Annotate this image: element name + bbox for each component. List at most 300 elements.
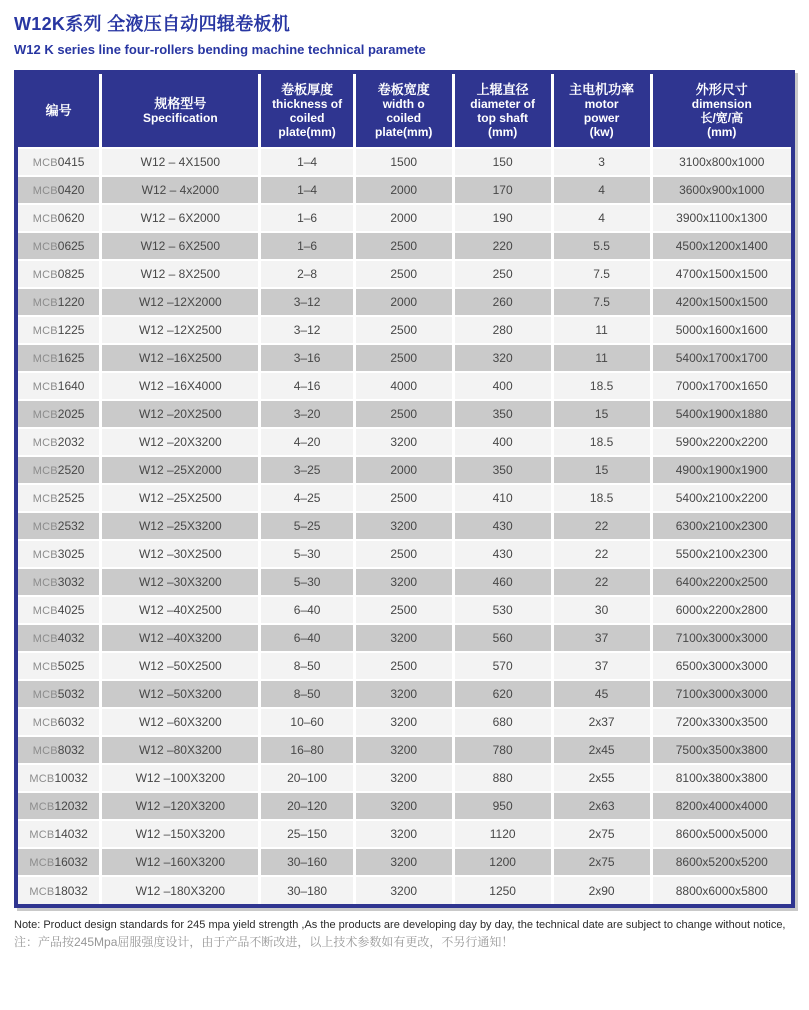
cell-width: 2500 [354, 316, 453, 344]
cell-specification: W12 –20X2500 [101, 400, 260, 428]
cell-thickness: 1–6 [260, 204, 354, 232]
cell-model [18, 372, 101, 400]
cell-width: 3200 [354, 876, 453, 904]
cell-dimension: 7100x3000x3000 [651, 624, 791, 652]
cell-thickness: 30–160 [260, 848, 354, 876]
header-line: thickness of [272, 96, 343, 111]
cell-model [18, 876, 101, 904]
cell-top-shaft: 150 [453, 148, 552, 176]
model-prefix: MCB [29, 857, 55, 869]
cell-thickness: 3–16 [260, 344, 354, 372]
cell-model [18, 512, 101, 540]
model-number: 0420 [57, 183, 85, 197]
cell-specification: W12 –150X3200 [101, 820, 260, 848]
header-line: 主电机功率 [569, 81, 635, 97]
cell-motor-power: 7.5 [552, 288, 651, 316]
cell-top-shaft: 1200 [453, 848, 552, 876]
cell-model [18, 736, 101, 764]
cell-motor-power: 37 [552, 624, 651, 652]
table-row [18, 484, 791, 512]
cell-width: 3200 [354, 764, 453, 792]
header-line: 长/宽/高 [700, 110, 744, 125]
model-number: 0825 [57, 267, 85, 281]
cell-thickness: 3–12 [260, 316, 354, 344]
cell-specification: W12 – 8X2500 [101, 260, 260, 288]
cell-thickness: 20–120 [260, 792, 354, 820]
header-line: diameter of [470, 96, 535, 111]
cell-model [18, 652, 101, 680]
cell-specification: W12 –12X2000 [101, 288, 260, 316]
model-prefix: MCB [32, 241, 58, 253]
model-number: 18032 [54, 883, 88, 898]
model-prefix: MCB [32, 157, 58, 169]
cell-specification: W12 –20X3200 [101, 428, 260, 456]
model-prefix: MCB [32, 353, 58, 365]
cell-width: 3200 [354, 792, 453, 820]
cell-top-shaft: 260 [453, 288, 552, 316]
cell-width: 2500 [354, 344, 453, 372]
model-prefix: MCB [32, 409, 58, 421]
header-line: Specification [142, 110, 218, 125]
cell-specification: W12 –120X3200 [101, 792, 260, 820]
cell-thickness: 4–20 [260, 428, 354, 456]
header-line: width o [382, 96, 425, 111]
cell-dimension: 5400x2100x2200 [651, 484, 791, 512]
cell-motor-power: 11 [552, 344, 651, 372]
cell-top-shaft: 190 [453, 204, 552, 232]
model-number: 5032 [57, 687, 85, 701]
model-number: 0415 [57, 155, 85, 169]
cell-top-shaft: 400 [453, 372, 552, 400]
cell-model [18, 820, 101, 848]
model-number: 4025 [57, 603, 85, 617]
cell-model [18, 540, 101, 568]
cell-thickness: 10–60 [260, 708, 354, 736]
cell-thickness: 30–180 [260, 876, 354, 904]
cell-specification: W12 –16X4000 [101, 372, 260, 400]
cell-specification: W12 –25X3200 [101, 512, 260, 540]
cell-specification: W12 –25X2000 [101, 456, 260, 484]
cell-width: 2500 [354, 540, 453, 568]
cell-specification: W12 – 4X1500 [101, 148, 260, 176]
page-subtitle: W12 K series line four-rollers bending machine technical paramete [14, 42, 426, 57]
table-row [18, 876, 791, 904]
cell-motor-power: 4 [552, 204, 651, 232]
model-number: 1625 [57, 351, 85, 365]
cell-model [18, 204, 101, 232]
cell-specification: W12 –160X3200 [101, 848, 260, 876]
model-prefix: MCB [32, 269, 58, 281]
cell-motor-power: 2x63 [552, 792, 651, 820]
footnotes [14, 917, 795, 952]
cell-specification: W12 –60X3200 [101, 708, 260, 736]
table-row [18, 848, 791, 876]
header-line: coiled [386, 110, 422, 125]
header-line: coiled [289, 110, 325, 125]
cell-top-shaft: 170 [453, 176, 552, 204]
cell-dimension: 7000x1700x1650 [651, 372, 791, 400]
cell-specification: W12 –40X3200 [101, 624, 260, 652]
cell-width: 3200 [354, 708, 453, 736]
cell-model [18, 680, 101, 708]
cell-specification: W12 – 6X2500 [101, 232, 260, 260]
cell-dimension: 3600x900x1000 [651, 176, 791, 204]
cell-model [18, 792, 101, 820]
cell-thickness: 2–8 [260, 260, 354, 288]
model-number: 3032 [57, 575, 85, 589]
model-prefix: MCB [32, 689, 58, 701]
table-row [18, 260, 791, 288]
cell-top-shaft: 1120 [453, 820, 552, 848]
model-prefix: MCB [32, 465, 58, 477]
model-number: 14032 [54, 827, 88, 841]
cell-model [18, 484, 101, 512]
cell-dimension: 7100x3000x3000 [651, 680, 791, 708]
model-number: 2520 [57, 463, 85, 477]
cell-thickness: 5–30 [260, 568, 354, 596]
cell-motor-power: 2x55 [552, 764, 651, 792]
cell-top-shaft: 460 [453, 568, 552, 596]
cell-motor-power: 45 [552, 680, 651, 708]
cell-dimension: 7200x3300x3500 [651, 708, 791, 736]
cell-width: 3200 [354, 680, 453, 708]
cell-specification: W12 – 6X2000 [101, 204, 260, 232]
cell-top-shaft: 680 [453, 708, 552, 736]
table-row [18, 148, 791, 176]
cell-motor-power: 5.5 [552, 232, 651, 260]
model-number: 2025 [57, 407, 85, 421]
cell-motor-power: 18.5 [552, 428, 651, 456]
model-number: 8032 [57, 743, 85, 757]
cell-specification: W12 –30X2500 [101, 540, 260, 568]
model-number: 1225 [57, 323, 85, 337]
model-number: 1640 [57, 379, 85, 393]
table-row [18, 288, 791, 316]
cell-motor-power: 2x37 [552, 708, 651, 736]
column-header-thickness [260, 74, 354, 148]
cell-model [18, 288, 101, 316]
cell-model [18, 400, 101, 428]
cell-motor-power: 2x90 [552, 876, 651, 904]
cell-specification: W12 – 4x2000 [101, 176, 260, 204]
cell-model [18, 260, 101, 288]
header-line: (kw) [589, 124, 614, 139]
cell-dimension: 8100x3800x3800 [651, 764, 791, 792]
cell-width: 2000 [354, 288, 453, 316]
model-prefix: MCB [29, 773, 55, 785]
model-number: 10032 [54, 771, 88, 785]
cell-width: 2500 [354, 484, 453, 512]
cell-specification: W12 –16X2500 [101, 344, 260, 372]
cell-dimension: 5400x1900x1880 [651, 400, 791, 428]
cell-model [18, 232, 101, 260]
model-prefix: MCB [32, 549, 58, 561]
cell-width: 3200 [354, 512, 453, 540]
model-prefix: MCB [32, 605, 58, 617]
cell-width: 2500 [354, 232, 453, 260]
cell-dimension: 6500x3000x3000 [651, 652, 791, 680]
header-line: (mm) [707, 124, 737, 139]
cell-top-shaft: 400 [453, 428, 552, 456]
cell-top-shaft: 950 [453, 792, 552, 820]
table-row [18, 792, 791, 820]
cell-motor-power: 2x75 [552, 820, 651, 848]
page-title: W12K系列 全液压自动四辊卷板机 [14, 14, 291, 34]
header-line: dimension [691, 96, 752, 111]
table-row [18, 400, 791, 428]
table-row [18, 232, 791, 260]
cell-specification: W12 –180X3200 [101, 876, 260, 904]
cell-dimension: 8600x5000x5000 [651, 820, 791, 848]
cell-model [18, 428, 101, 456]
cell-width: 3200 [354, 736, 453, 764]
cell-top-shaft: 880 [453, 764, 552, 792]
cell-motor-power: 3 [552, 148, 651, 176]
cell-thickness: 3–25 [260, 456, 354, 484]
cell-dimension: 6000x2200x2800 [651, 596, 791, 624]
cell-width: 3200 [354, 848, 453, 876]
cell-dimension: 4200x1500x1500 [651, 288, 791, 316]
cell-thickness: 16–80 [260, 736, 354, 764]
model-number: 4032 [57, 631, 85, 645]
model-number: 2032 [57, 435, 85, 449]
cell-width: 2500 [354, 596, 453, 624]
cell-width: 3200 [354, 820, 453, 848]
cell-model [18, 176, 101, 204]
cell-thickness: 6–40 [260, 596, 354, 624]
cell-top-shaft: 410 [453, 484, 552, 512]
model-prefix: MCB [32, 213, 58, 225]
column-header-motor-power [552, 74, 651, 148]
model-prefix: MCB [32, 437, 58, 449]
cell-motor-power: 2x45 [552, 736, 651, 764]
cell-model [18, 848, 101, 876]
cell-dimension: 5500x2100x2300 [651, 540, 791, 568]
cell-top-shaft: 570 [453, 652, 552, 680]
cell-top-shaft: 560 [453, 624, 552, 652]
cell-thickness: 4–25 [260, 484, 354, 512]
table-row [18, 372, 791, 400]
header-line: power [583, 110, 620, 125]
cell-width: 2000 [354, 176, 453, 204]
header-line: top shaft [477, 110, 528, 125]
table-row [18, 708, 791, 736]
column-header-dimension [651, 74, 791, 148]
cell-motor-power: 15 [552, 456, 651, 484]
table-body [18, 148, 791, 904]
cell-dimension: 5000x1600x1600 [651, 316, 791, 344]
cell-width: 3200 [354, 568, 453, 596]
header-line: (mm) [487, 124, 518, 139]
cell-dimension: 5900x2200x2200 [651, 428, 791, 456]
table-row [18, 820, 791, 848]
table-row [18, 344, 791, 372]
cell-thickness: 1–6 [260, 232, 354, 260]
model-number: 1220 [57, 295, 85, 309]
table-row [18, 456, 791, 484]
model-prefix: MCB [32, 633, 58, 645]
model-prefix: MCB [32, 185, 58, 197]
cell-model [18, 596, 101, 624]
model-prefix: MCB [32, 577, 58, 589]
cell-dimension: 3900x1100x1300 [651, 204, 791, 232]
table-row [18, 428, 791, 456]
cell-top-shaft: 220 [453, 232, 552, 260]
cell-thickness: 5–25 [260, 512, 354, 540]
spec-table [18, 74, 791, 904]
cell-dimension: 7500x3500x3800 [651, 736, 791, 764]
model-prefix: MCB [32, 717, 58, 729]
cell-motor-power: 22 [552, 568, 651, 596]
cell-thickness: 3–20 [260, 400, 354, 428]
model-prefix: MCB [32, 521, 58, 533]
cell-top-shaft: 1250 [453, 876, 552, 904]
cell-specification: W12 –25X2500 [101, 484, 260, 512]
cell-model [18, 624, 101, 652]
cell-top-shaft: 530 [453, 596, 552, 624]
table-row [18, 680, 791, 708]
cell-motor-power: 15 [552, 400, 651, 428]
cell-model [18, 344, 101, 372]
column-header-model [18, 74, 101, 148]
cell-width: 2000 [354, 204, 453, 232]
cell-thickness: 8–50 [260, 680, 354, 708]
header-line: 编号 [45, 102, 72, 118]
cell-top-shaft: 320 [453, 344, 552, 372]
column-header-specification [101, 74, 260, 148]
cell-dimension: 8200x4000x4000 [651, 792, 791, 820]
cell-width: 1500 [354, 148, 453, 176]
cell-top-shaft: 350 [453, 456, 552, 484]
cell-motor-power: 11 [552, 316, 651, 344]
cell-thickness: 4–16 [260, 372, 354, 400]
cell-width: 3200 [354, 624, 453, 652]
cell-motor-power: 30 [552, 596, 651, 624]
model-number: 5025 [57, 659, 85, 673]
cell-specification: W12 –12X2500 [101, 316, 260, 344]
cell-thickness: 20–100 [260, 764, 354, 792]
cell-dimension: 4500x1200x1400 [651, 232, 791, 260]
header-line: 规格型号 [154, 95, 207, 111]
model-prefix: MCB [32, 493, 58, 505]
table-row [18, 176, 791, 204]
cell-specification: W12 –30X3200 [101, 568, 260, 596]
header-line: motor [584, 96, 619, 111]
cell-top-shaft: 620 [453, 680, 552, 708]
header-line: 上辊直径 [476, 81, 529, 97]
cell-width: 2500 [354, 652, 453, 680]
table-row [18, 764, 791, 792]
cell-thickness: 1–4 [260, 176, 354, 204]
cell-width: 2000 [354, 456, 453, 484]
header-line: 外形尺寸 [695, 81, 748, 97]
cell-top-shaft: 250 [453, 260, 552, 288]
cell-top-shaft: 430 [453, 540, 552, 568]
cell-top-shaft: 280 [453, 316, 552, 344]
model-prefix: MCB [32, 745, 58, 757]
cell-thickness: 1–4 [260, 148, 354, 176]
cell-specification: W12 –50X2500 [101, 652, 260, 680]
cell-dimension: 6300x2100x2300 [651, 512, 791, 540]
table-row [18, 624, 791, 652]
cell-top-shaft: 350 [453, 400, 552, 428]
header-line: plate(mm) [375, 124, 433, 139]
cell-model [18, 568, 101, 596]
model-number: 0625 [57, 239, 85, 253]
table-row [18, 596, 791, 624]
cell-model [18, 456, 101, 484]
table-row [18, 652, 791, 680]
cell-thickness: 25–150 [260, 820, 354, 848]
column-header-width [354, 74, 453, 148]
note-chinese: 注：产品按245Mpa屈服强度设计，由于产品不断改进，以上技术参数如有更改，不另行通知！ [14, 935, 514, 949]
column-header-top-shaft [453, 74, 552, 148]
cell-thickness: 5–30 [260, 540, 354, 568]
cell-motor-power: 22 [552, 540, 651, 568]
cell-dimension: 6400x2200x2500 [651, 568, 791, 596]
model-prefix: MCB [29, 801, 55, 813]
cell-motor-power: 7.5 [552, 260, 651, 288]
model-number: 3025 [57, 547, 85, 561]
model-number: 0620 [57, 211, 85, 225]
model-prefix: MCB [32, 325, 58, 337]
table-row [18, 568, 791, 596]
model-number: 16032 [54, 855, 88, 869]
cell-dimension: 8600x5200x5200 [651, 848, 791, 876]
model-number: 6032 [57, 715, 85, 729]
cell-thickness: 6–40 [260, 624, 354, 652]
header-row [18, 74, 791, 148]
cell-specification: W12 –50X3200 [101, 680, 260, 708]
cell-width: 2500 [354, 260, 453, 288]
model-number: 2532 [57, 519, 85, 533]
cell-width: 3200 [354, 428, 453, 456]
table-row [18, 736, 791, 764]
model-prefix: MCB [32, 381, 58, 393]
cell-model [18, 148, 101, 176]
cell-model [18, 708, 101, 736]
table-row [18, 512, 791, 540]
cell-dimension: 4700x1500x1500 [651, 260, 791, 288]
cell-thickness: 8–50 [260, 652, 354, 680]
table-row [18, 540, 791, 568]
model-prefix: MCB [29, 885, 55, 898]
cell-motor-power: 22 [552, 512, 651, 540]
cell-model [18, 764, 101, 792]
model-prefix: MCB [29, 829, 55, 841]
cell-top-shaft: 780 [453, 736, 552, 764]
cell-motor-power: 18.5 [552, 372, 651, 400]
cell-dimension: 3100x800x1000 [651, 148, 791, 176]
table-header [18, 74, 791, 148]
cell-width: 2500 [354, 400, 453, 428]
header-line: plate(mm) [278, 124, 336, 139]
note-english: Note: Product design standards for 245 mpa yield strength ,As the products are developing day by day, the technical date are subject to change without notice, [14, 919, 786, 931]
cell-motor-power: 37 [552, 652, 651, 680]
header-line: 卷板厚度 [281, 81, 334, 97]
cell-specification: W12 –40X2500 [101, 596, 260, 624]
model-prefix: MCB [32, 297, 58, 309]
table-row [18, 316, 791, 344]
cell-model [18, 316, 101, 344]
cell-dimension: 4900x1900x1900 [651, 456, 791, 484]
cell-motor-power: 4 [552, 176, 651, 204]
cell-specification: W12 –100X3200 [101, 764, 260, 792]
model-number: 12032 [54, 799, 88, 813]
model-number: 2525 [57, 491, 85, 505]
cell-specification: W12 –80X3200 [101, 736, 260, 764]
cell-dimension: 5400x1700x1700 [651, 344, 791, 372]
